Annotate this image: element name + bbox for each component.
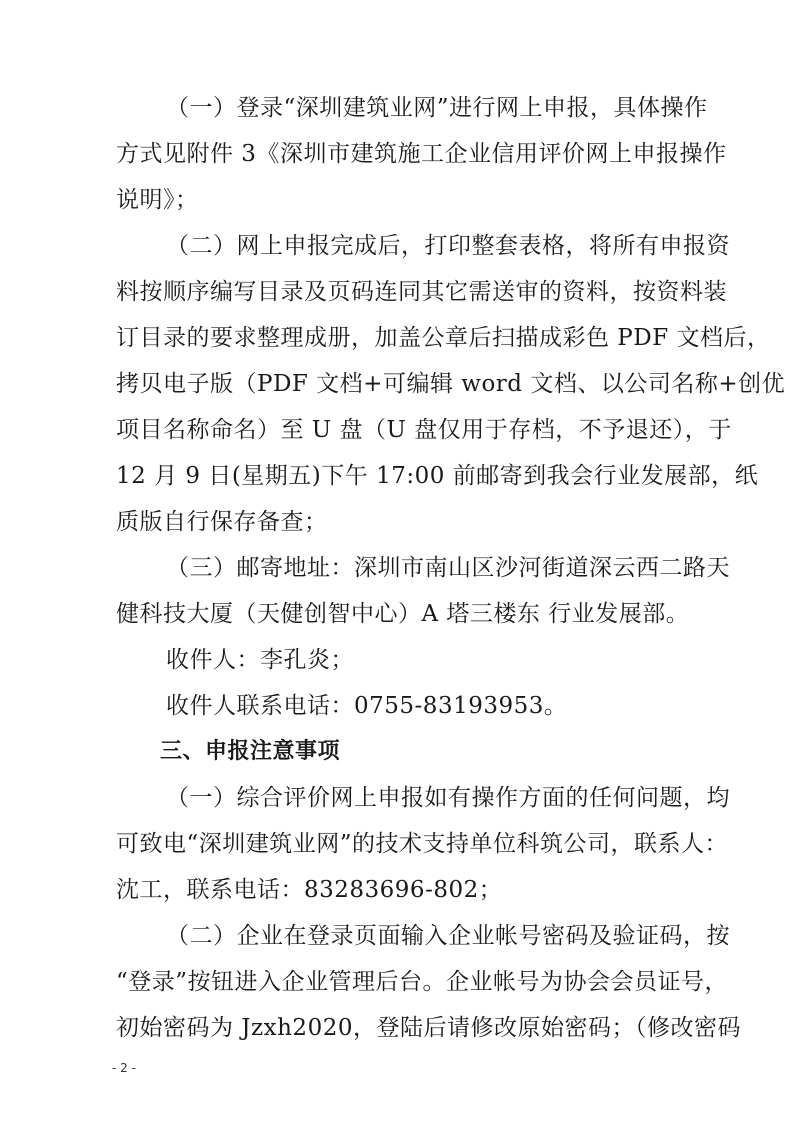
text-line: 健科技大厦（天健创智中心）A 塔三楼东 行业发展部。	[116, 601, 690, 627]
text-line: 12 月 9 日(星期五)下午 17:00 前邮寄到我会行业发展部，纸	[116, 463, 759, 489]
text-line: 可致电“深圳建筑业网”的技术支持单位科筑公司，联系人：	[116, 831, 729, 857]
text-line: 初始密码为 Jzxh2020，登陆后请修改原始密码；（修改密码	[116, 1015, 741, 1041]
text-line: 料按顺序编写目录及页码连同其它需送审的资料，按资料装	[116, 279, 727, 305]
text-line: 说明》；	[116, 187, 199, 213]
text-line: （一）综合评价网上申报如有操作方面的任何问题，均	[166, 785, 730, 811]
text-line: 方式见附件 3《深圳市建筑施工企业信用评价网上申报操作	[116, 141, 727, 167]
text-line: 沈工，联系电话：83283696-802；	[116, 877, 503, 903]
text-line: 项目名称命名）至 U 盘（U 盘仅用于存档，不予退还），于	[116, 417, 732, 443]
text-line: （一）登录“深圳建筑业网”进行网上申报，具体操作	[166, 95, 708, 121]
text-line: 质版自行保存备查；	[116, 509, 328, 535]
text-line: （二）网上申报完成后，打印整套表格，将所有申报资	[166, 233, 730, 259]
recipient-phone: 收件人联系电话：0755-83193953。	[166, 693, 568, 719]
section-heading: 三、申报注意事项	[160, 739, 341, 764]
text-line: （二）企业在登录页面输入企业帐号密码及验证码，按	[166, 923, 730, 949]
text-line: （三）邮寄地址：深圳市南山区沙河街道深云西二路天	[166, 555, 730, 581]
text-line: 订目录的要求整理成册，加盖公章后扫描成彩色 PDF 文档后，	[116, 325, 771, 351]
recipient-name: 收件人：李孔炎；	[166, 647, 354, 673]
text-line: 拷贝电子版（PDF 文档+可编辑 word 文档、以公司名称+创优	[116, 371, 786, 397]
page-number: - 2 -	[112, 1061, 136, 1075]
text-line: “登录”按钮进入企业管理后台。企业帐号为协会会员证号，	[116, 969, 729, 995]
